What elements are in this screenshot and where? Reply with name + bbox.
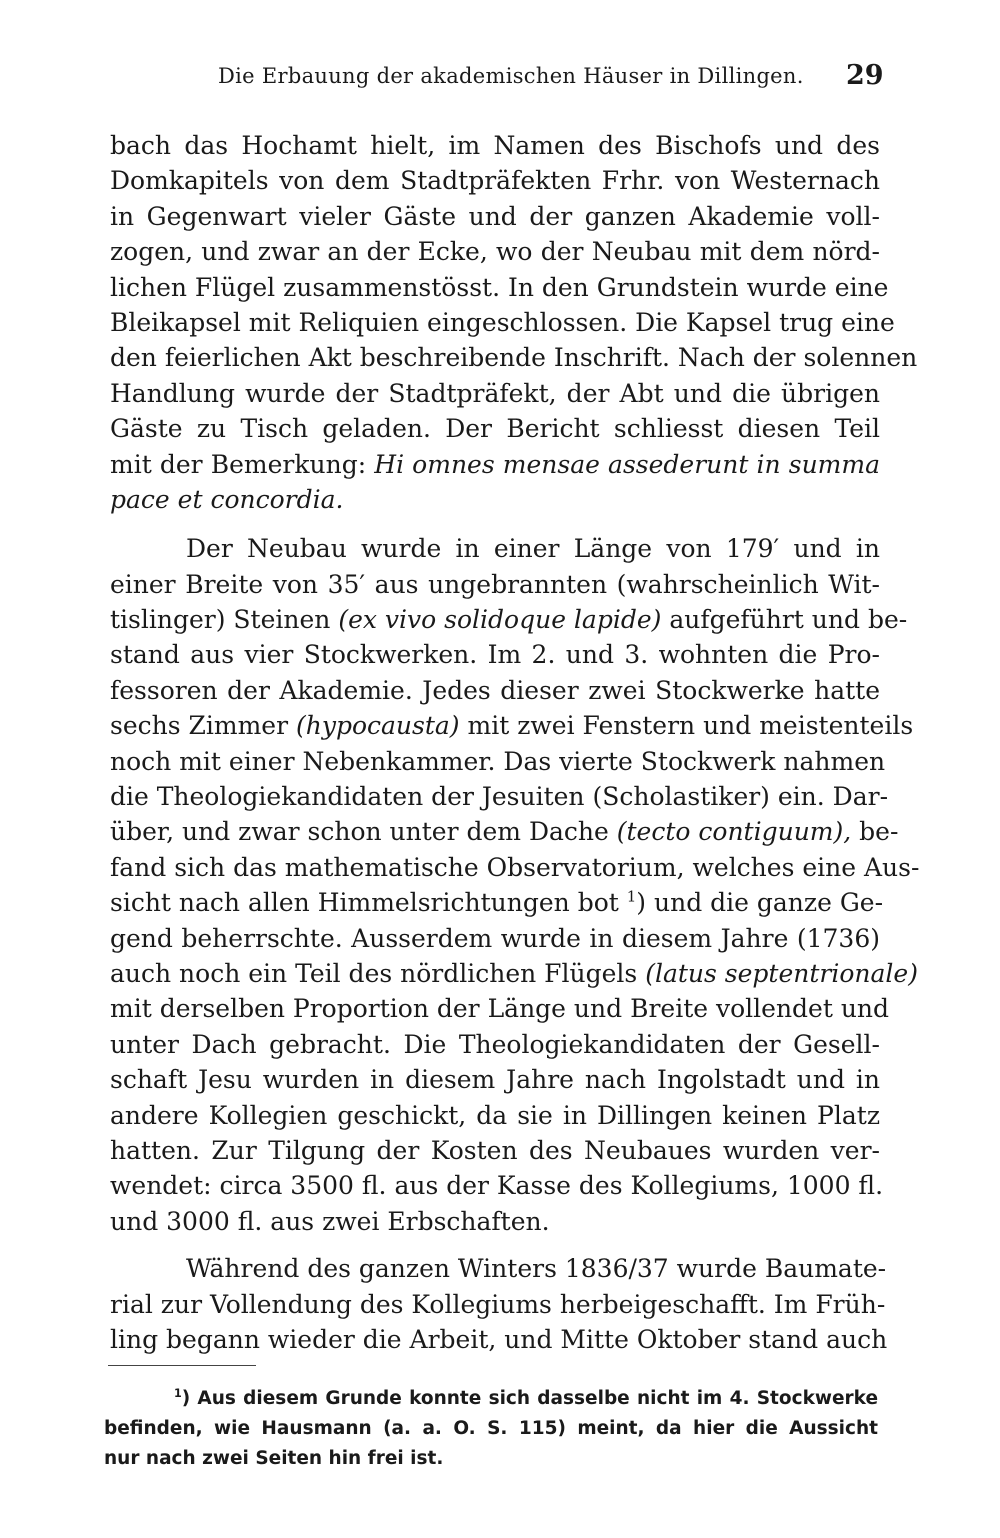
footnote-line: befinden, wie Hausmann (a. a. O. S. 115) meint, da hier die Aussicht (104, 1418, 878, 1439)
text-line: schaft Jesu wurden in diesem Jahre nach Ingolstadt und in (110, 1065, 880, 1095)
text-segment: über, und zwar schon unter dem Dache (110, 817, 609, 847)
text-line (110, 447, 880, 482)
text-line: ling begann wieder die Arbeit, und Mitte Oktober stand auch (110, 1324, 888, 1354)
latin-quote: (latus septentrionale) (645, 958, 918, 988)
text-line: stand aus vier Stockwerken. Im 2. und 3. wohnten die Pro- (110, 640, 880, 670)
text-line: mit derselben Proportion der Länge und Breite vollendet und (110, 994, 890, 1024)
latin-quote: (hypocausta) (295, 711, 460, 741)
text-line: bach das Hochamt hielt, im Namen des Bischofs und des (110, 131, 880, 160)
text-line: in Gegenwart vieler Gäste und der ganzen Akademie voll- (110, 201, 880, 231)
footnote-line: nur nach zwei Seiten hin frei ist. (104, 1448, 444, 1469)
paragraph-start: Der Neubau wurde in einer Länge von 179′ und in (186, 534, 880, 564)
text-line: Handlung wurde der Stadtpräfekt, der Abt und die übrigen (110, 378, 880, 408)
main-text (110, 128, 920, 1357)
footnote-ref: 1 (626, 887, 637, 906)
text-line: den feierlichen Akt beschreibende Inschrift. Nach der solennen (110, 343, 918, 373)
text-segment: ) und die ganze Ge- (636, 888, 884, 918)
text-segment: be- (859, 817, 899, 847)
text-line: fessoren der Akademie. Jedes dieser zwei Stockwerke hatte (110, 675, 880, 705)
footnote-line (104, 1384, 878, 1414)
text-segment: tislinger) Steinen (110, 605, 331, 635)
text-segment: ) Aus diesem Grunde konnte sich dasselbe nicht im 4. Stockwerke (181, 1388, 878, 1409)
text-line: fand sich das mathematische Observatorium, welches eine Aus- (110, 852, 920, 882)
text-line (110, 956, 918, 991)
text-line: noch mit einer Nebenkammer. Das vierte Stockwerk nahmen (110, 746, 886, 776)
text-line: wendet: circa 3500 fl. aus der Kasse des Kollegiums, 1000 fl. (110, 1171, 884, 1201)
text-line (110, 708, 914, 743)
text-line: einer Breite von 35′ aus ungebrannten (wahrscheinlich Wit- (110, 569, 880, 599)
text-segment: mit der Bemerkung: (110, 449, 367, 479)
footnote (104, 1384, 878, 1474)
latin-quote: (tecto contiguum), (616, 817, 852, 847)
text-line: Bleikapsel mit Reliquien eingeschlossen. Die Kapsel trug eine (110, 307, 895, 337)
text-line: Gäste zu Tisch geladen. Der Bericht schliesst diesen Teil (110, 414, 880, 444)
text-line (110, 602, 908, 637)
running-header (0, 60, 1000, 100)
text-line: die Theologiekandidaten der Jesuiten (Scholastiker) ein. Dar- (110, 782, 889, 812)
footnote-marker: 1 (174, 1386, 182, 1400)
paragraph-start: Während des ganzen Winters 1836/37 wurde Baumate- (186, 1254, 887, 1284)
text-line: lichen Flügel zusammenstösst. In den Grundstein wurde eine (110, 272, 889, 302)
text-line: zogen, und zwar an der Ecke, wo der Neubau mit dem nörd- (110, 237, 880, 267)
text-line: und 3000 fl. aus zwei Erbschaften. (110, 1206, 550, 1236)
text-segment: aufgeführt und be- (669, 605, 908, 635)
text-line (110, 814, 899, 849)
text-line: gend beherrschte. Ausserdem wurde in diesem Jahre (1736) (110, 923, 880, 953)
latin-quote: Hi omnes mensae assederunt in summa (374, 449, 880, 479)
text-line: hatten. Zur Tilgung der Kosten des Neubaues wurden ver- (110, 1135, 880, 1165)
text-segment: sicht nach allen Himmelsrichtungen bot (110, 888, 619, 918)
text-segment: sechs Zimmer (110, 711, 289, 741)
footnote-divider (108, 1365, 256, 1366)
text-line: Domkapitels von dem Stadtpräfekten Frhr. von Westernach (110, 166, 880, 196)
text-line: rial zur Vollendung des Kollegiums herbeigeschafft. Im Früh- (110, 1289, 886, 1319)
text-line: andere Kollegien geschickt, da sie in Dillingen keinen Platz (110, 1100, 880, 1130)
text-line: unter Dach gebracht. Die Theologiekandidaten der Gesell- (110, 1029, 880, 1059)
latin-quote: (ex vivo solidoque lapide) (338, 605, 662, 635)
page-number: 29 (846, 60, 884, 91)
text-line (110, 482, 880, 517)
text-segment: auch noch ein Teil des nördlichen Flügels (110, 958, 638, 988)
text-line (110, 885, 884, 920)
text-segment: mit zwei Fenstern und meistenteils (467, 711, 914, 741)
latin-quote: pace et concordia. (110, 484, 344, 514)
running-title: Die Erbauung der akademischen Häuser in Dillingen. (218, 64, 804, 88)
